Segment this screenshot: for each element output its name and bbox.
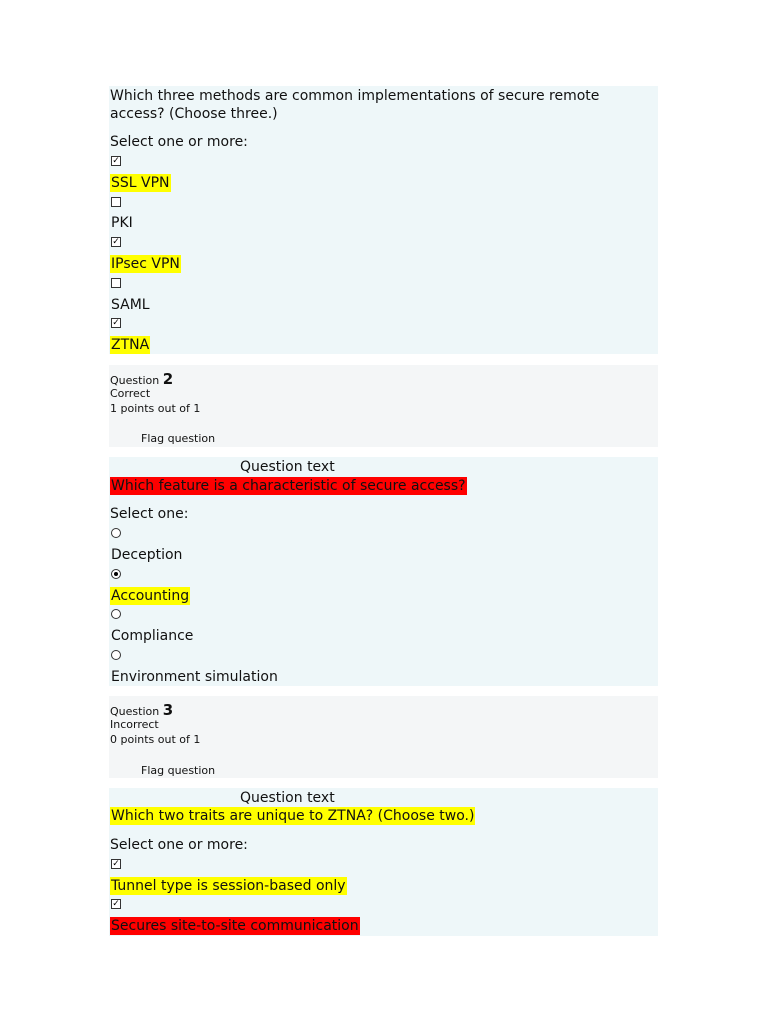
option-environment-simulation-radio[interactable] <box>111 650 121 660</box>
option-accounting-radio[interactable] <box>111 569 121 579</box>
option-deception-label[interactable]: Deception <box>111 547 183 563</box>
question-3-formulation <box>109 788 658 936</box>
question-3-text-heading: Question text <box>240 790 335 806</box>
question-2-state: Correct <box>110 387 151 400</box>
question-1-formulation <box>109 86 658 354</box>
question-2-info <box>109 365 658 447</box>
question-2-flag-link[interactable]: Flag question <box>141 432 216 445</box>
option-compliance-radio[interactable] <box>111 609 121 619</box>
question-3-state: Incorrect <box>110 718 159 731</box>
option-compliance-label[interactable]: Compliance <box>111 628 194 644</box>
question-3-grade: 0 points out of 1 <box>110 733 201 746</box>
question-2-prompt: Select one: <box>110 506 189 522</box>
question-1-prompt: Select one or more: <box>110 134 248 150</box>
option-saml-label[interactable]: SAML <box>111 297 150 313</box>
option-tunnel-type-checkbox[interactable]: ✓ <box>112 859 120 869</box>
question-2-number: Question 2 <box>110 370 174 388</box>
option-ipsec-vpn-label[interactable]: IPsec VPN <box>111 256 180 272</box>
option-site-to-site-checkbox[interactable]: ✓ <box>112 899 120 909</box>
option-environment-simulation-label[interactable]: Environment simulation <box>111 669 278 685</box>
option-deception-radio[interactable] <box>111 528 121 538</box>
question-3-number: Question 3 <box>110 701 174 719</box>
option-saml-checkbox[interactable] <box>111 278 121 288</box>
option-ssl-vpn-label[interactable]: SSL VPN <box>111 175 170 191</box>
option-ztna-checkbox[interactable]: ✓ <box>112 318 120 328</box>
option-pki-checkbox[interactable] <box>111 197 121 207</box>
question-2-text-heading: Question text <box>240 459 335 475</box>
question-2-formulation <box>109 457 658 686</box>
option-ipsec-vpn-checkbox[interactable]: ✓ <box>112 237 120 247</box>
question-2-text: Which feature is a characteristic of secure access? <box>111 478 466 494</box>
question-3-flag-link[interactable]: Flag question <box>141 764 216 777</box>
question-3-text: Which two traits are unique to ZTNA? (Choose two.) <box>111 808 475 824</box>
option-ztna-label[interactable]: ZTNA <box>111 337 150 353</box>
option-accounting-label[interactable]: Accounting <box>111 588 190 604</box>
option-site-to-site-label[interactable]: Secures site-to-site communication <box>111 918 359 934</box>
question-1-text: Which three methods are common implementations of secure remote access? (Choose three.) <box>110 88 600 122</box>
question-3-prompt: Select one or more: <box>110 837 248 853</box>
option-pki-label[interactable]: PKI <box>111 215 133 231</box>
question-3-info <box>109 696 658 778</box>
option-tunnel-type-label[interactable]: Tunnel type is session-based only <box>111 878 346 894</box>
option-ssl-vpn-checkbox[interactable]: ✓ <box>112 156 120 166</box>
question-2-grade: 1 points out of 1 <box>110 402 201 415</box>
